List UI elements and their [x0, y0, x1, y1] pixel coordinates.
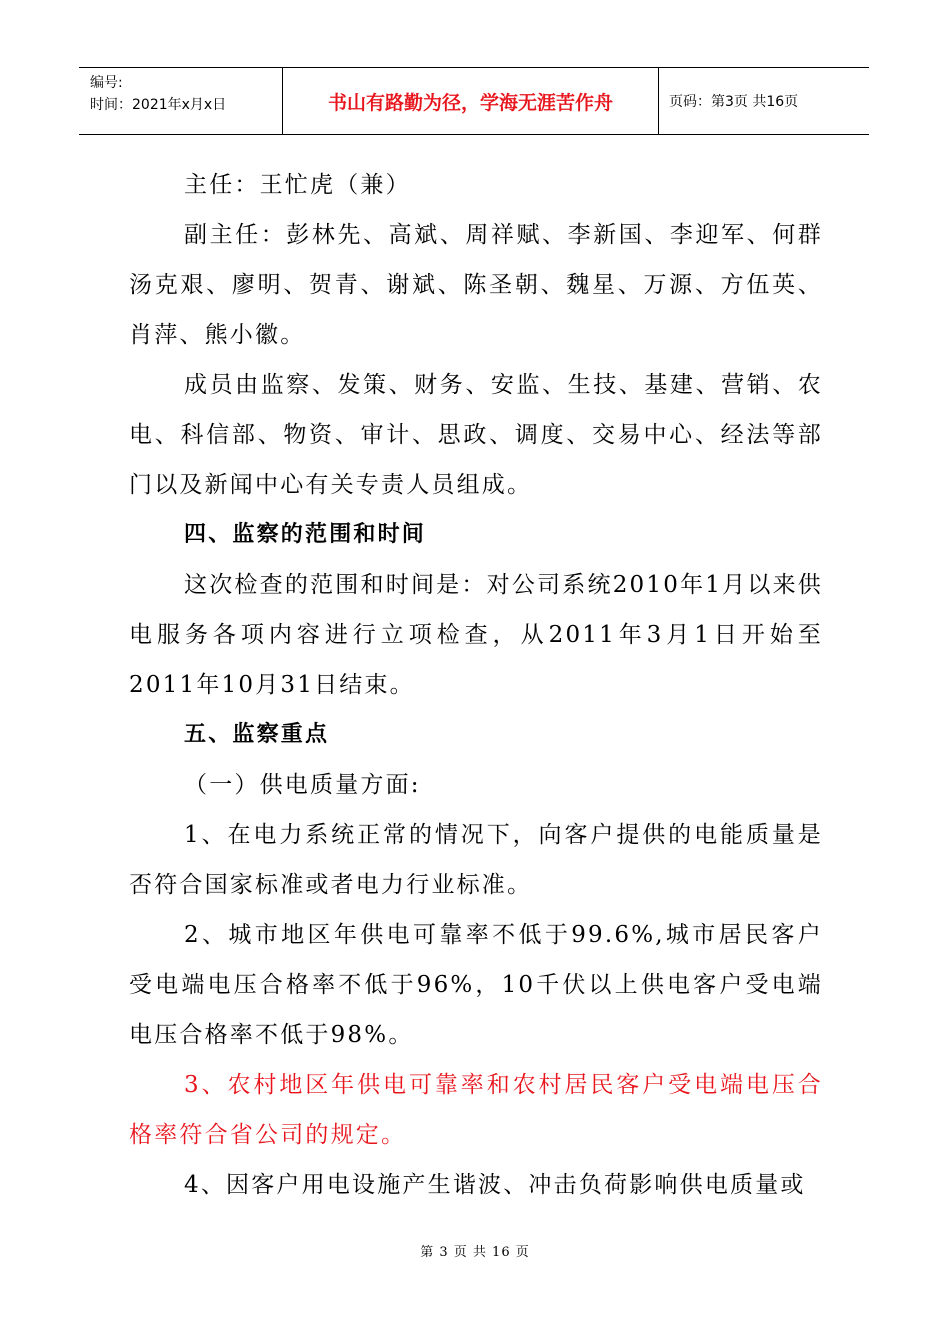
header-page-cell [659, 68, 869, 134]
paragraph-scope: 这次检查的范围和时间是：对公司系统2010年1月以来供电服务各项内容进行立项检查，从2011年3月1日开始至2011年10月31日结束。 [129, 572, 823, 698]
section-heading-focus: 五、监察重点 [184, 722, 330, 747]
header-motto-cell [283, 68, 659, 134]
paragraph-deputy-directors: 副主任：彭林先、高斌、周祥赋、李新国、李迎军、何群汤克艰、廖明、贺青、谢斌、陈圣朝、魏星、万源、方伍英、肖萍、熊小徽。 [129, 222, 823, 348]
paragraph-members: 成员由监察、发策、财务、安监、生技、基建、营销、农电、科信部、物资、审计、思政、调度、交易中心、经法等部门以及新闻中心有关专责人员组成。 [129, 372, 823, 498]
serial-number-label: 编号: [90, 75, 123, 91]
paragraph-director: 主任：王忙虎（兼） [184, 172, 411, 198]
page-header [79, 67, 869, 135]
time-label: 时间：2021年x月x日 [90, 97, 227, 113]
header-meta-cell [79, 68, 283, 134]
list-item-2: 2、城市地区年供电可靠率不低于99.6%,城市居民客户受电端电压合格率不低于96%，10千伏以上供电客户受电端电压合格率不低于98%。 [129, 922, 823, 1048]
list-item-3-highlighted: 3、农村地区年供电可靠率和农村居民客户受电端电压合格率符合省公司的规定。 [129, 1072, 823, 1148]
page-footer: 第 3 页 共 16 页 [420, 1245, 530, 1260]
document-body [129, 160, 823, 1210]
list-item-1: 1、在电力系统正常的情况下，向客户提供的电能质量是否符合国家标准或者电力行业标准。 [129, 822, 823, 898]
subsection-supply-quality: （一）供电质量方面: [184, 772, 421, 798]
list-item-4: 4、因客户用电设施产生谐波、冲击负荷影响供电质量或 [184, 1172, 806, 1198]
section-heading-scope: 四、监察的范围和时间 [184, 522, 427, 547]
motto-text: 书山有路勤为径，学海无涯苦作舟 [327, 91, 613, 114]
header-page-info: 页码：第3页 共16页 [669, 94, 799, 110]
